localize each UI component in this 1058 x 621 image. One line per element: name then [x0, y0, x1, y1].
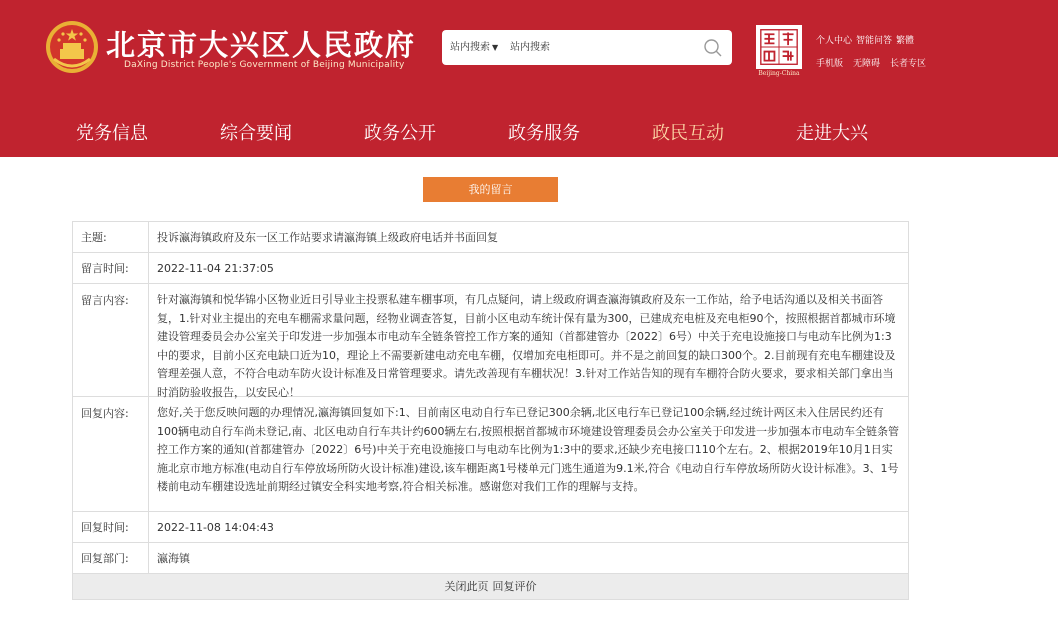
subject-value: 投诉瀛海镇政府及东一区工作站要求请瀛海镇上级政府电话并书面回复 [157, 231, 498, 244]
nav-item-interaction[interactable]: 政民互动 [652, 123, 724, 144]
message-content-label: 留言内容: [73, 284, 149, 396]
my-messages-button[interactable]: 我的留言 [423, 177, 558, 202]
seal-caption: Beijing-China [758, 70, 800, 77]
table-row [73, 284, 908, 397]
accessibility-link[interactable]: 无障碍 [853, 59, 881, 69]
message-content-value: 针对瀛海镇和悦华锦小区物业近日引导业主投票私建车棚事项，有几点疑问，请上级政府调查瀛海镇政府及东一工作站，给予电话沟通以及相关书面答复，1.针对业主提出的充电车棚需求量问题，经物业调查答复，目前小区电动车统计保有量为300，已建成充电桩及充电柜90个，按照根据首都城市环境建设管理委员会办公室关于印发进一步加强本市电动车全链条管控工作方案的通知（首都建管办〔2022〕6号）中关于充电设施接口与电动车比例为1:3中的要求，目前小区充电缺口近为10，理论上不需要新建电动充电车棚，仅增加充电柜即可。并不是之前回复的缺口300个。2.目前现有充电车棚建设及管理差强人意，不符合电动车防火设计标准及日常管理要求。请先改善现有车棚状况！3.针对工作站告知的现有车棚符合防火要求，要求相关部门拿出当时消防验收报告，以安民心！ [157, 293, 896, 399]
close-page-link[interactable]: 关闭此页 [444, 580, 489, 593]
personal-center-link[interactable]: 个人中心 [816, 36, 853, 46]
main-nav [0, 110, 1058, 157]
site-logo[interactable] [44, 17, 424, 77]
rate-reply-link[interactable]: 回复评价 [492, 580, 537, 593]
reply-dept-value: 瀛海镇 [157, 552, 190, 565]
national-emblem-icon [44, 19, 100, 75]
top-links-row1 [816, 33, 918, 46]
nav-item-about-daxing[interactable]: 走进大兴 [796, 123, 868, 144]
table-row [73, 222, 908, 253]
caret-down-icon: ▼ [492, 43, 499, 52]
subject-label: 主题: [73, 222, 149, 252]
search-icon[interactable] [702, 37, 724, 59]
search-input[interactable] [510, 38, 690, 57]
table-row [73, 512, 908, 543]
search-scope-dropdown[interactable] [450, 30, 498, 65]
site-title: 北京市大兴区人民政府 [106, 28, 417, 62]
message-detail-table [72, 221, 909, 600]
traditional-chinese-link[interactable]: 繁體 [896, 36, 915, 46]
message-time-label: 留言时间: [73, 253, 149, 283]
table-row [73, 397, 908, 512]
nav-item-government-services[interactable]: 政务服务 [508, 123, 580, 144]
reply-time-value: 2022-11-08 14:04:43 [157, 521, 274, 534]
search-scope-label: 站内搜索 [450, 42, 490, 53]
table-row [73, 253, 908, 284]
reply-content-label: 回复内容: [73, 397, 149, 511]
site-subtitle: DaXing District People's Government of Beijing Municipality [124, 60, 405, 70]
seal-icon [756, 25, 802, 69]
site-header [0, 0, 1058, 157]
reply-time-label: 回复时间: [73, 512, 149, 542]
table-row [73, 543, 908, 574]
capital-seal-logo[interactable] [754, 25, 804, 77]
nav-item-party-affairs[interactable]: 党务信息 [76, 123, 148, 144]
top-links-row2 [816, 56, 936, 69]
elderly-zone-link[interactable]: 长者专区 [890, 59, 927, 69]
reply-dept-label: 回复部门: [73, 543, 149, 573]
detail-footer [73, 574, 908, 599]
nav-item-government-disclosure[interactable]: 政务公开 [364, 123, 436, 144]
message-time-value: 2022-11-04 21:37:05 [157, 262, 274, 275]
nav-item-news[interactable]: 综合要闻 [220, 123, 292, 144]
smart-qa-link[interactable]: 智能问答 [856, 36, 893, 46]
mobile-version-link[interactable]: 手机版 [816, 59, 844, 69]
search-bar [442, 30, 732, 65]
reply-content-value: 您好,关于您反映问题的办理情况,瀛海镇回复如下:1、目前南区电动自行车已登记300余辆,北区电行车已登记100余辆,经过统计两区未入住居民约还有100辆电动自行车尚未登记,南、北区电动自行车共计约600辆左右,按照根据首都城市环境建设管理委员会办公室关于印发进一步加强本市电动车全链条管控工作方案的通知(首都建管办〔2022〕6号)中关于充电设施接口与电动车比例为1:3中的要求,还缺少充电接口110个左右。2、根据2019年10月1日实施北京市地方标准(电动自行车停放场所防火设计标准)建设,该车棚距离1号楼单元门逃生通道为9.1米,符合《电动自行车停放场所防火设计标准》。3、1号楼前电动车棚建设选址前期经过镇安全科实地考察,符合相关标准。感谢您对我们工作的理解与支持。 [157, 406, 899, 494]
